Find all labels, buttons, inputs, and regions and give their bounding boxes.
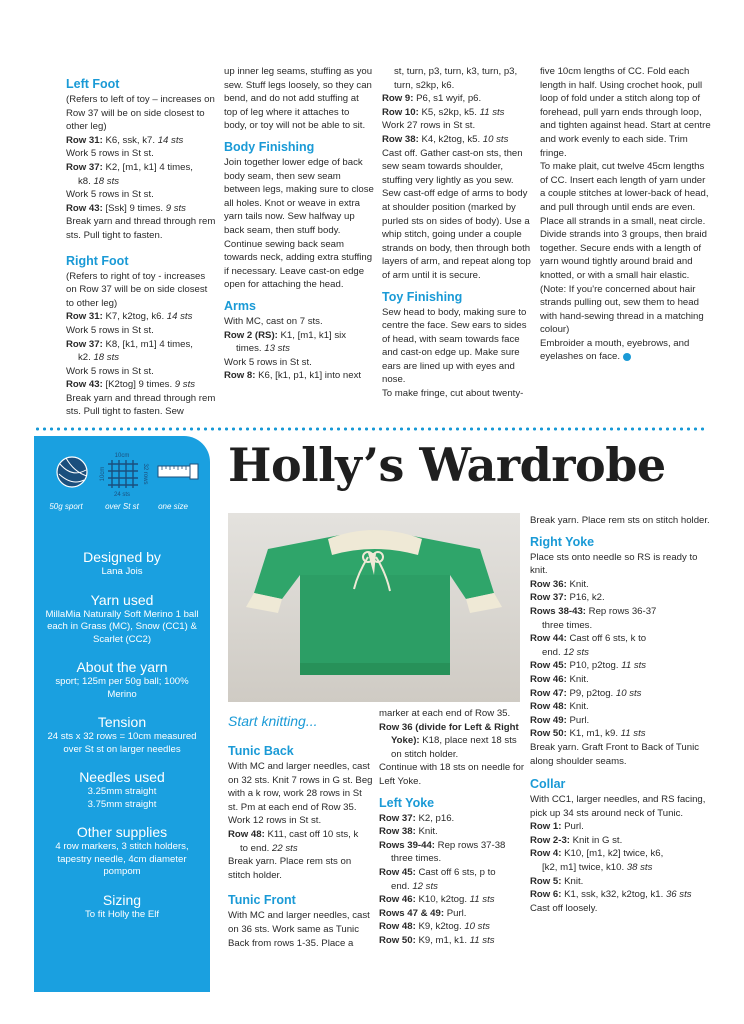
instruction-row: Row 9: P6, s1 wyif, p6.: [382, 93, 482, 105]
instruction-row: Row 49: Purl.: [530, 714, 590, 726]
section-title-body-finishing: Body Finishing: [224, 139, 315, 154]
instruction-row: Row 37: P16, k2.: [530, 592, 605, 604]
paragraph: Continue with 18 sts on needle for Left Yoke.: [379, 762, 525, 787]
instruction-row: Row 31: K6, ssk, k7. 14 sts: [66, 134, 184, 146]
instruction-line: Work 27 rows in St st.: [382, 120, 476, 132]
paragraph: Embroider a mouth, eyebrows, and eyelashes on face.: [540, 337, 690, 363]
instruction-line: Work 5 rows in St st.: [66, 148, 154, 160]
instruction-row: Row 2 (RS): K1, [m1, k1] six: [224, 329, 347, 341]
instruction-row: Row 37: K2, [m1, k1] 4 times,: [66, 161, 193, 173]
instruction-cont: end. 12 sts: [542, 646, 589, 658]
instruction-row: Row 10: K5, s2kp, k5. 11 sts: [382, 106, 505, 118]
instruction-cont: three times.: [391, 853, 442, 865]
needles-1: 3.25mm straight: [87, 786, 157, 797]
yarn-used-title: Yarn used: [90, 591, 154, 608]
instruction-line: With MC, cast on 7 sts.: [224, 315, 323, 327]
column-3: [382, 65, 532, 401]
page-title: Holly’s Wardrobe: [228, 438, 666, 492]
paragraph: five 10cm lengths of CC. Fold each length in half. Using crochet hook, pull loop of fold under a stitch along top of forehead, pull yarn ends through loop, and tighten against head. Start at centre and work evenly to each side. Trim fringe.: [540, 66, 711, 159]
instruction-cont: end. 12 sts: [391, 880, 438, 892]
instruction-line: Work 5 rows in St st.: [66, 324, 154, 336]
other-supplies: 4 row markers, 3 stitch holders, tapestry needle, 4cm diameter pompom: [55, 841, 189, 877]
start-knitting-heading: Start knitting...: [228, 713, 318, 729]
instruction-row: Row 43: [K2tog] 9 times. 9 sts: [66, 379, 196, 391]
svg-text:10cm: 10cm: [114, 453, 130, 459]
instruction-row: Row 2-3: Knit in G st.: [530, 834, 623, 846]
instruction-row: Rows 47 & 49: Purl.: [379, 907, 467, 919]
instruction-row: Row 37: K2, p16.: [379, 812, 455, 824]
instruction-row: Row 1: Purl.: [530, 821, 584, 833]
tension: 24 sts x 32 rows = 10cm measured over St st on larger needles: [47, 731, 197, 755]
dotted-divider: [34, 427, 708, 431]
section-title-left-foot: Left Foot: [66, 77, 120, 91]
needles-2: 3.75mm straight: [87, 798, 157, 810]
paragraph: Sew head to body, making sure to centre the face. Sew ears to sides of head, with seam towards face and cast-on edge up. Make sure ears are lined up with eyes and nose.: [382, 306, 527, 386]
instruction-cont: k2. 18 sts: [78, 352, 120, 364]
about-yarn: sport; 125m per 50g ball; 100% Merino: [55, 676, 189, 700]
svg-text:10cm: 10cm: [100, 466, 106, 482]
instruction-line: Work 5 rows in St st.: [66, 189, 154, 201]
instruction-row: Row 46: K10, k2tog. 11 sts: [379, 894, 495, 906]
column-c: [530, 514, 710, 915]
instruction-line: Break yarn and thread through rem sts. Pull tight to fasten.: [66, 216, 216, 241]
pattern-info-sidebar: 10cm 10cm 32 rows 24 sts 50g sport over St st one size Designed by Lana Jois Yarn used MillaMia Naturally Soft Merino 1 ball each in Grass (MC), Snow (CC1) & Scarlet (CC2) About the yarn sport; 125m per 50g ball; 100% Merino Tension 24 sts x 32 rows = 10cm measured over St st on larger needles Needles used 3.25mm straight 3.75mm straight Other supplies 4 row markers, 3 stitch holders, tapestry needle, 4cm diameter pompom Sizing To fit Holly the Elf: [34, 436, 210, 992]
end-mark-icon: [623, 353, 631, 361]
designed-by-title: Designed by: [83, 549, 161, 565]
other-supplies-title: Other supplies: [76, 824, 168, 840]
column-1: [66, 76, 216, 419]
instruction-line: Work 5 rows in St st.: [224, 356, 312, 368]
instruction-row: Rows 38-43: Rep rows 36-37: [530, 605, 657, 617]
section-title-tunic-back: Tunic Back: [228, 744, 294, 758]
sizing-title: Sizing: [102, 891, 142, 908]
section-title-tunic-front: Tunic Front: [228, 893, 296, 908]
instruction-row: Row 8: K6, [k1, p1, k1] into next: [224, 370, 362, 382]
instruction-row: Row 31: K7, k2tog, k6. 14 sts: [66, 311, 193, 323]
paragraph: Break yarn. Place rem sts on stitch holder.: [228, 856, 352, 881]
instruction-cont: Yoke): K18, place next 18 sts: [391, 735, 517, 747]
needles-title: Needles used: [79, 769, 165, 785]
section-title-toy-finishing: Toy Finishing: [382, 289, 463, 304]
instruction-row: Row 43: [Ssk] 9 times. 9 sts: [66, 202, 186, 214]
tape-measure-icon: [158, 464, 198, 479]
instruction-row: Row 36 (divide for Left & Right: [379, 721, 519, 733]
instruction-row: Row 4: K10, [m1, k2] twice, k6,: [530, 848, 664, 860]
svg-text:32 rows: 32 rows: [142, 463, 148, 485]
instruction-line: Break yarn and thread through rem sts. Pull tight to fasten. Sew: [66, 392, 216, 418]
instruction-row: Row 37: K8, [k1, m1] 4 times,: [66, 338, 193, 350]
paragraph: marker at each end of Row 35.: [379, 708, 511, 719]
paragraph: Place sts onto needle so RS is ready to knit.: [530, 551, 698, 577]
paragraph: With MC and larger needles, cast on 32 sts. Knit 7 rows in G st. Beg with a k row, work 28 rows in St st. Pm at each end of Row 35. Work 12 rows in St st.: [228, 761, 373, 827]
instruction-row: Row 48: Knit.: [530, 701, 589, 713]
tension-title: Tension: [97, 714, 147, 730]
column-a: [228, 743, 374, 950]
tension-grid-icon: [108, 460, 138, 488]
instruction-row: Row 50: K1, m1, k9. 11 sts: [530, 728, 646, 740]
instruction-row: Row 48: K9, k2tog. 10 sts: [379, 921, 490, 933]
instruction-cont: three times.: [542, 619, 593, 631]
instruction-row: Row 45: P10, p2tog. 11 sts: [530, 660, 647, 672]
paragraph: Join together lower edge of back body seam, then sew seam between legs, making sure to close all holes. Knot or weave in extra yarn tails now. Sew halfway up back seam, then stuff body. Continue sewing back seam towards neck, adding extra stuffing if necessary. Leave cast-on edge open for attaching the head.: [224, 156, 374, 291]
instruction-row: Row 47: P9, p2tog. 10 sts: [530, 687, 642, 699]
instruction-line: Cast off loosely.: [530, 902, 598, 914]
paragraph: To make plait, cut twelve 45cm lengths of CC. Insert each length of yarn under a couple stitches at lower-back of head, and pull through until ends are even. Place all strands in a small, neat circle. Divide strands into 3 groups, then braid together. Secure ends with a length of yarn wound tightly around braid and knotted, or with a small hair elastic. (Note: If you're concerned about hair strands pulling out, sew them to head with hand-sewing thread in a matching colour): [540, 161, 709, 336]
instruction-row: Row 45: Cast off 6 sts, p to: [379, 866, 496, 878]
instruction-row: Row 5: Knit.: [530, 875, 584, 887]
instruction-cont: [k2, m1] twice, k10. 38 sts: [542, 862, 653, 874]
paragraph: Break yarn. Graft Front to Back of Tunic along shoulder seams.: [530, 741, 700, 767]
instruction-row: Row 6: K1, ssk, k32, k2tog, k1. 36 sts: [530, 889, 692, 901]
instruction-row: Row 38: Knit.: [379, 826, 438, 838]
green-tunic-image: [228, 513, 520, 702]
tunic-photo: [228, 513, 520, 702]
instruction-cont: on stitch holder.: [391, 748, 459, 760]
column-b: [379, 707, 525, 948]
sidebar-info: [42, 536, 202, 921]
instruction-line: Work 5 rows in St st.: [66, 365, 154, 377]
instruction-row: Row 50: K9, m1, k1. 11 sts: [379, 934, 495, 946]
section-title-right-foot: Right Foot: [66, 253, 129, 268]
instruction-cont: st, turn, p3, turn, k3, turn, p3, turn, s2kp, k6.: [394, 66, 518, 91]
left-foot-note: (Refers to left of toy – increases on Row 37 will be on side closest to other leg): [66, 94, 215, 133]
paragraph: Cast off. Gather cast-on sts, then sew seam towards shoulder, stuffing very lightly as you sew. Sew cast-off edge of arms to body at shoulder position (marked by purled sts on sides of body). Use a whip stitch, going under a couple strands on body, then through both layers of arm, and repeat along top of arm until it is secure.: [382, 147, 531, 281]
instruction-row: Row 38: K4, k2tog, k5. 10 sts: [382, 133, 509, 145]
instruction-cont: to end. 22 sts: [240, 842, 298, 854]
instruction-row: Row 48: K11, cast off 10 sts, k: [228, 828, 359, 840]
sizing: To fit Holly the Elf: [84, 908, 160, 920]
section-title-right-yoke: Right Yoke: [530, 534, 595, 549]
about-yarn-title: About the yarn: [76, 659, 168, 675]
instruction-cont: k8. 18 sts: [78, 175, 120, 187]
section-title-collar: Collar: [530, 777, 566, 792]
designer-name: Lana Jois: [101, 566, 143, 577]
instruction-row: Row 46: Knit.: [530, 673, 589, 685]
pattern-stat-icons: [54, 450, 204, 506]
instruction-row: Row 36: Knit.: [530, 578, 589, 590]
column-2: [224, 65, 374, 383]
paragraph: To make fringe, cut about twenty-: [382, 388, 524, 400]
instruction-cont: times. 13 sts: [236, 343, 290, 355]
paragraph: With CC1, larger needles, and RS facing, pick up 34 sts around neck of Tunic.: [530, 794, 706, 819]
paragraph: up inner leg seams, stuffing as you sew. Stuff legs loosely, so they can bend, and do not add stuffing at top of leg where it attaches to body, or toy will not be able to sit.: [224, 66, 373, 132]
paragraph: Break yarn. Place rem sts on stitch holder.: [530, 515, 710, 526]
instruction-row: Row 44: Cast off 6 sts, k to: [530, 633, 647, 645]
right-foot-note: (Refers to right of toy - increases on Row 37 will be on side closest to other leg): [66, 270, 208, 309]
column-4: [540, 65, 712, 364]
instruction-row: Rows 39-44: Rep rows 37-38: [379, 839, 506, 851]
section-title-arms: Arms: [224, 298, 256, 313]
paragraph: With MC and larger needles, cast on 36 sts. Work same as Tunic Back from rows 1-35. Place a: [228, 910, 370, 949]
yarn-used: MillaMia Naturally Soft Merino 1 ball each in Grass (MC), Snow (CC1) & Scarlet (CC2): [45, 608, 199, 645]
svg-text:24 sts: 24 sts: [113, 492, 131, 498]
yarn-ball-icon: [57, 457, 87, 487]
section-title-left-yoke: Left Yoke: [379, 795, 435, 810]
